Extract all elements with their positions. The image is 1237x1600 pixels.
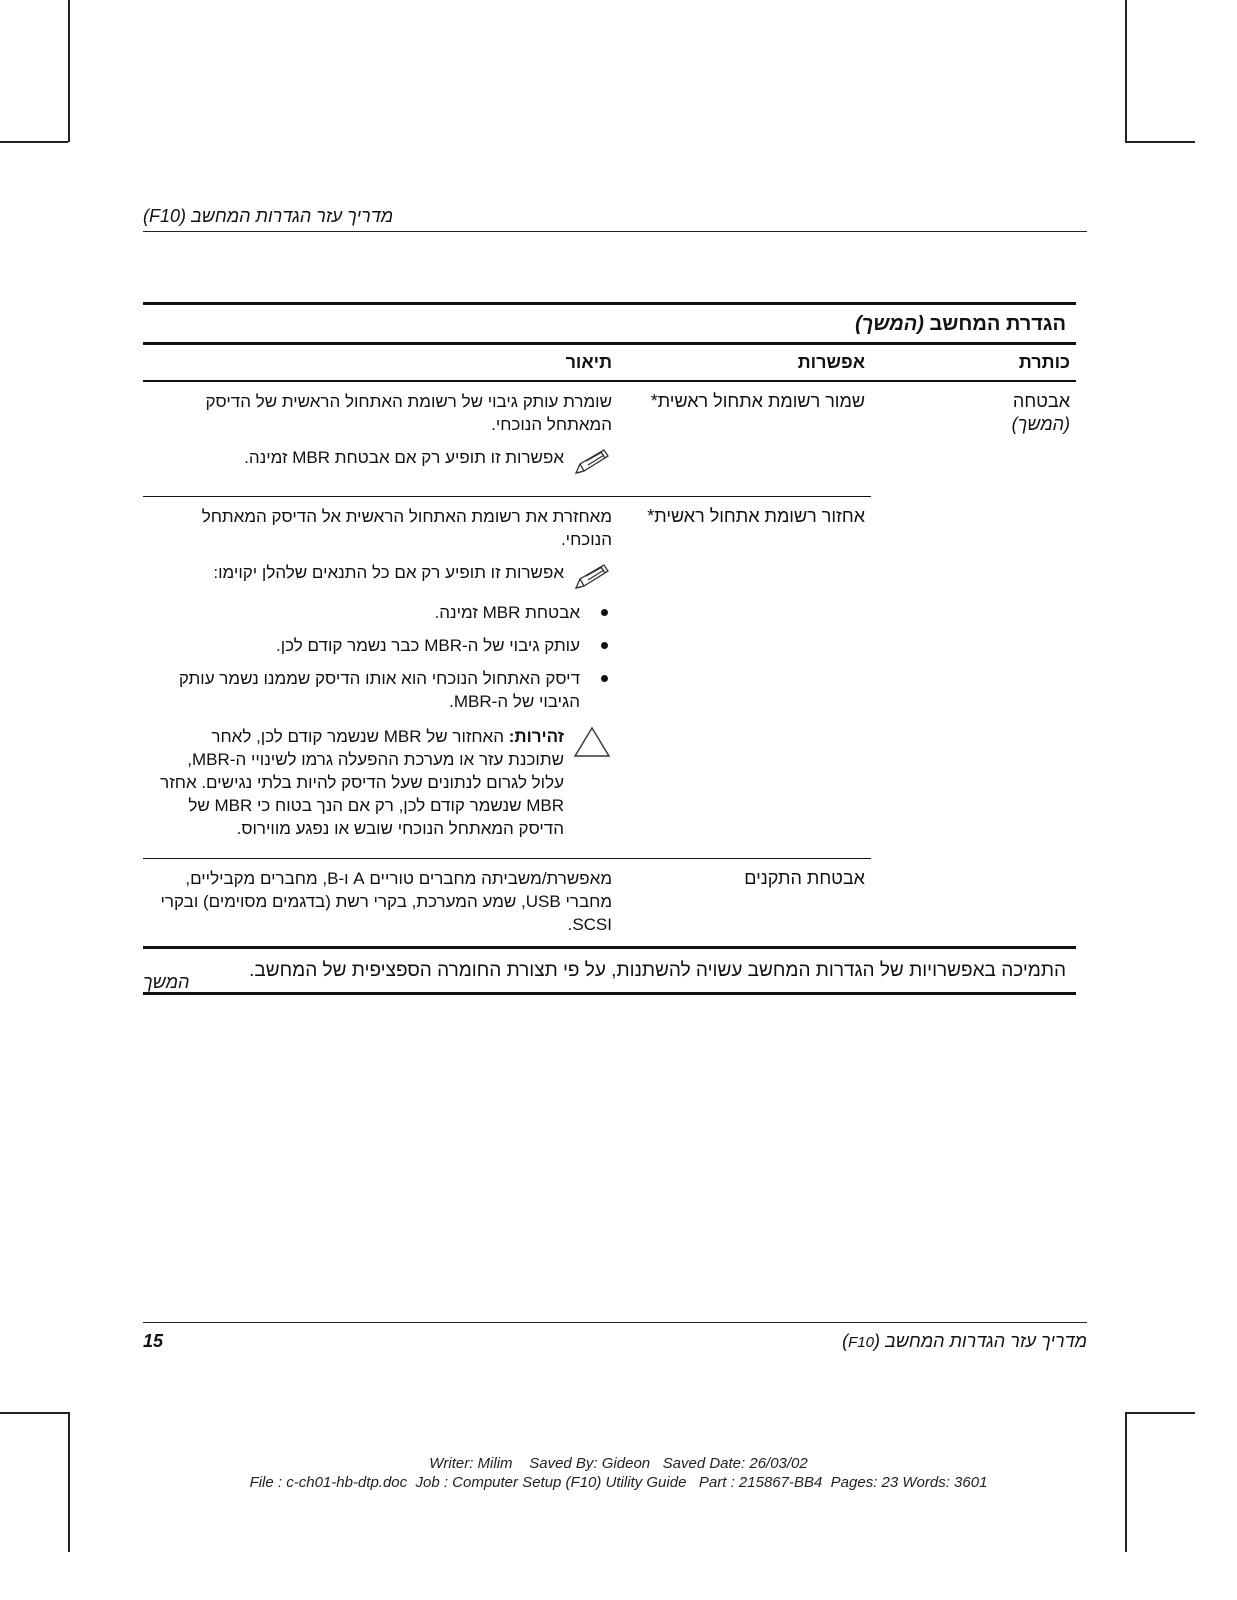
bullet-icon: [601, 609, 608, 616]
pencil-note-icon: [572, 446, 612, 478]
crop-mark: [0, 1412, 68, 1414]
option-cell: אבטחת התקנים: [744, 868, 865, 888]
heading-cell-continued: (המשך): [1011, 414, 1070, 434]
column-header-description: תיאור: [565, 352, 612, 372]
description-cell: [143, 497, 618, 858]
table-header-row: [143, 345, 1076, 382]
table-title-continued: (המשך): [855, 313, 924, 335]
document-meta-line-2: File : c-ch01-hb-dtp.doc Job : Computer Setup (F10) Utility Guide Part : 215867-BB4 Pages: 23 Words: 3601: [249, 1474, 988, 1491]
description-text: מאחזרת את רשומת האתחול הראשית אל הדיסק המאתחל הנוכחי.: [201, 507, 612, 549]
pencil-note-icon: [572, 561, 612, 593]
heading-cell: [871, 382, 1076, 946]
crop-mark: [0, 141, 68, 143]
option-cell: אחזור רשומת אתחול ראשית*: [647, 506, 865, 526]
settings-table: [143, 302, 1076, 995]
list-item-text: עותק גיבוי של ה-MBR כבר נשמר קודם לכן.: [276, 636, 580, 655]
document-meta-line-1: Writer: Milim Saved By: Gideon Saved Date: 26/03/02: [429, 1455, 808, 1472]
note-text: אפשרות זו תופיע רק אם אבטחת MBR זמינה.: [244, 448, 564, 467]
footer-title-prefix: מדריך עזר הגדרות המחשב (: [873, 1331, 1087, 1351]
column-header-heading: כותרת: [1018, 352, 1070, 372]
table-title: [143, 305, 1076, 345]
bullet-icon: [601, 675, 608, 682]
bullet-icon: [601, 642, 608, 649]
list-item: [153, 667, 592, 713]
running-header: מדריך עזר הגדרות המחשב (F10): [143, 206, 1087, 232]
crop-mark: [1125, 0, 1127, 142]
table-body: [143, 382, 1076, 946]
column-header-option: אפשרות: [797, 352, 865, 372]
warning-label: זהירות:: [508, 727, 564, 746]
continued-label: המשך: [143, 972, 190, 992]
description-text: שומרת עותק גיבוי של רשומת האתחול הראשית של הדיסק המאתחל הנוכחי.: [205, 392, 612, 434]
crop-mark: [68, 0, 70, 142]
note-text: אפשרות זו תופיע רק אם כל התנאים שלהלן יקוימו:: [213, 563, 564, 582]
description-text: מאפשרת/משביתה מחברים טוריים A ו-B, מחברים מקביליים, מחברי USB, שמע המערכת, בקרי רשת (בדגמים מסוימים) ובקרי SCSI.: [160, 869, 612, 934]
list-item: [153, 601, 592, 624]
page-number: 15: [143, 1331, 164, 1351]
note: [153, 561, 612, 593]
table-row: [143, 382, 871, 497]
option-cell: שמור רשומת אתחול ראשית*: [650, 391, 865, 411]
footer-title-suffix: ): [842, 1331, 849, 1351]
list-item-text: אבטחת MBR זמינה.: [434, 603, 580, 622]
table-footnote: התמיכה באפשרויות של הגדרות המחשב עשויה להשתנות, על פי תצורת החומרה הספציפית של המחשב.: [143, 946, 1076, 995]
condition-list: [153, 601, 612, 713]
warning-text: [153, 725, 564, 840]
warning: [153, 725, 612, 840]
footer-title-key: F10: [848, 1334, 874, 1351]
crop-mark: [1125, 1412, 1195, 1414]
heading-cell-text: אבטחה: [1012, 391, 1070, 411]
list-item-text: דיסק האתחול הנוכחי הוא אותו הדיסק שממנו נשמר עותק הגיבוי של ה-MBR.: [178, 669, 580, 711]
table-row: [143, 497, 871, 859]
description-cell: [143, 382, 618, 496]
warning-triangle-icon: [572, 725, 612, 759]
table-row: [143, 859, 871, 946]
table-title-text: הגדרת המחשב: [929, 313, 1066, 335]
footer-title: [842, 1331, 1087, 1352]
note: [153, 446, 612, 478]
crop-mark: [1125, 141, 1195, 143]
description-cell: [143, 859, 618, 946]
page-footer: [143, 1322, 1087, 1356]
list-item: [153, 634, 592, 657]
warning-body: האחזור של MBR שנשמר קודם לכן, לאחר שתוכנת עזר או מערכת ההפעלה גרמו לשינויי ה-MBR, עלול לגרום לנתונים שעל הדיסק להיות בלתי נגישים. אחזר MBR שנשמר קודם לכן, רק אם הנך בטוח כי MBR של הדיסק המאתחל הנוכחי שובש או נפגע מווירוס.: [160, 727, 564, 838]
table-rows: [143, 382, 871, 946]
